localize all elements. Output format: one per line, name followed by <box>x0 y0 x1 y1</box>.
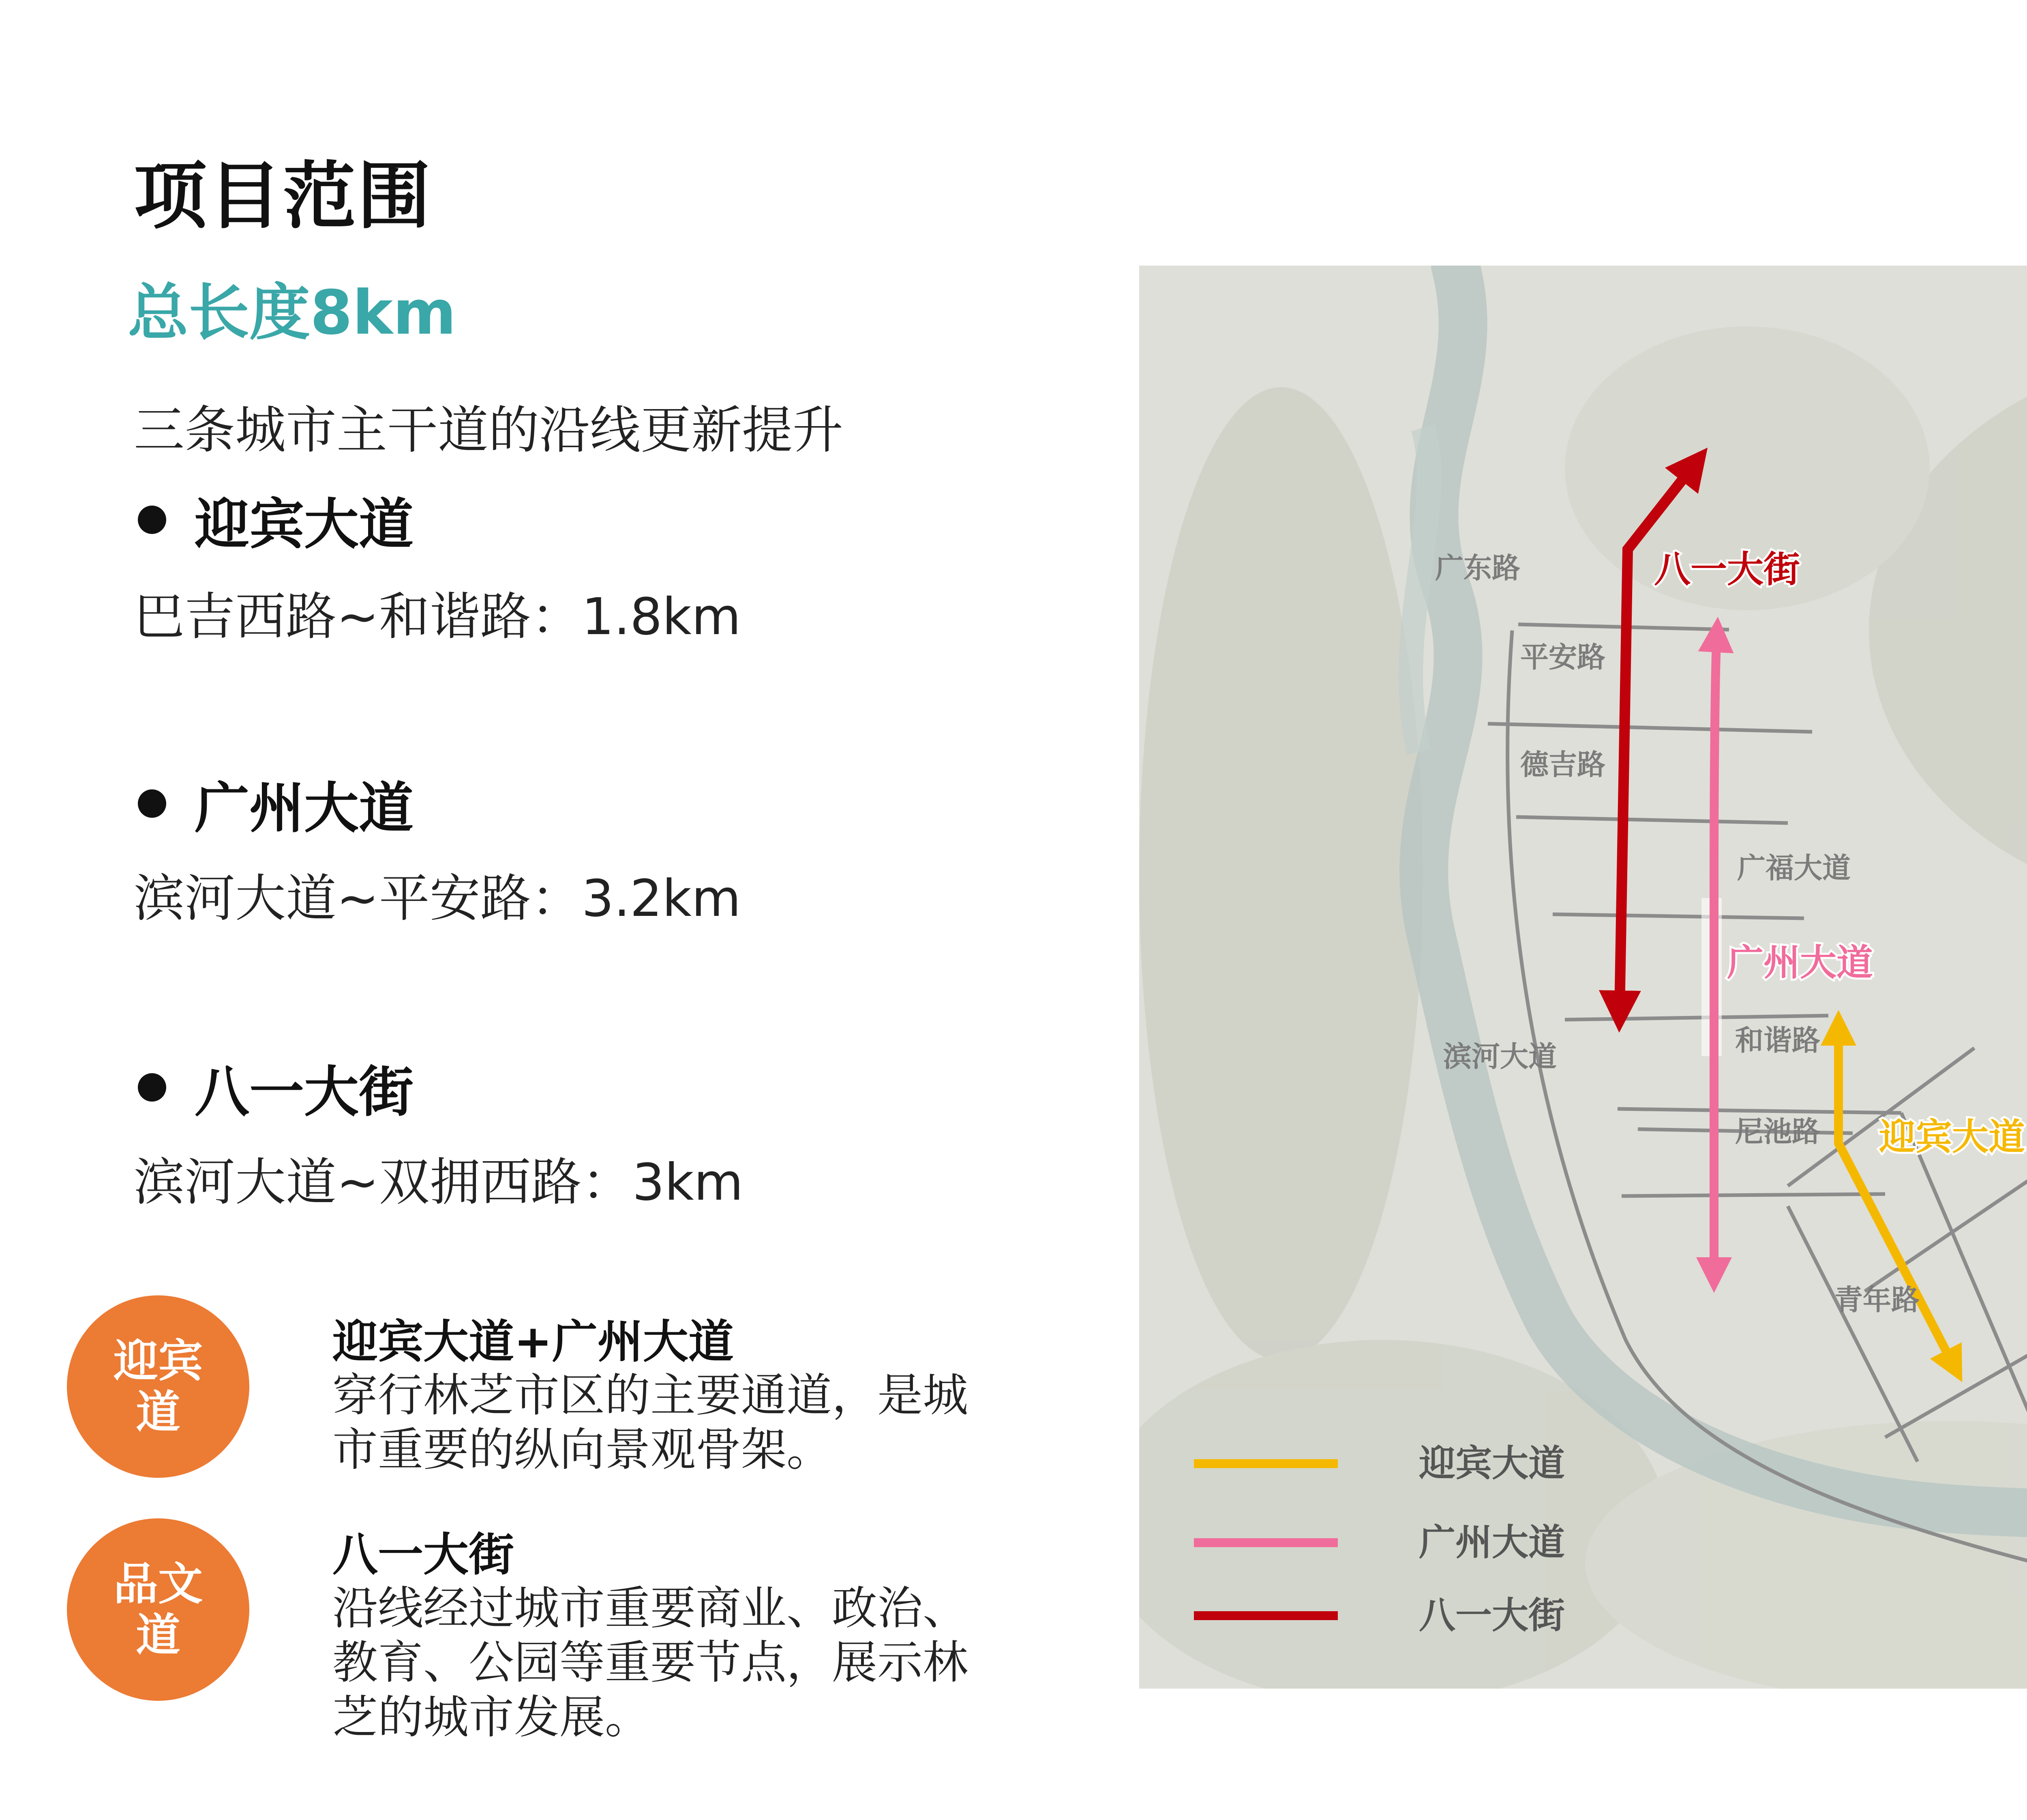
badge-line: 品文 <box>114 1558 203 1610</box>
badge-line: 迎宾 <box>114 1335 203 1387</box>
route-label-bayi: 八一大街 <box>1654 548 1800 591</box>
bullet-icon <box>138 1073 166 1102</box>
total-length-subtitle: 总长度8km <box>128 278 456 348</box>
legend-label: 广州大道 <box>1419 1521 1565 1564</box>
route-range-bayi: 滨河大道~双拥西路：3km <box>134 1153 744 1212</box>
street-label: 青年路 <box>1834 1283 1920 1316</box>
route-name: 迎宾大道 <box>195 493 414 556</box>
card-text-bayi: 沿线经过城市重要商业、政治、教育、公园等重要节点，展示林芝的城市发展。 <box>332 1582 968 1744</box>
badge-line: 道 <box>136 1609 180 1661</box>
badge-pinwen-dao <box>67 1518 249 1701</box>
route-name: 八一大街 <box>195 1060 414 1124</box>
legend-label: 八一大街 <box>1419 1594 1565 1637</box>
card-title-yingbin: 迎宾大道+广州大道 <box>332 1316 734 1368</box>
badge-line: 道 <box>136 1386 180 1438</box>
route-heading-guangzhou <box>138 764 414 843</box>
street-label: 滨河大道 <box>1443 1040 1557 1073</box>
page-title: 项目范围 <box>134 154 433 239</box>
route-heading-yingbin <box>138 480 414 559</box>
street-label: 尼池路 <box>1735 1115 1820 1148</box>
street-label: 平安路 <box>1520 641 1605 674</box>
map-svg <box>1139 266 2027 1689</box>
badge-yingbin-dao <box>67 1295 249 1478</box>
route-label-guangzhou: 广州大道 <box>1727 941 1873 984</box>
route-guangzhou <box>1714 635 1717 1275</box>
legend-label: 迎宾大道 <box>1419 1442 1565 1485</box>
intro-text: 三条城市主干道的沿线更新提升 <box>134 401 843 460</box>
bullet-icon <box>138 789 166 818</box>
card-text-yingbin: 穿行林芝市区的主要通道，是城市重要的纵向景观骨架。 <box>332 1369 968 1477</box>
route-label-yingbin: 迎宾大道 <box>1879 1116 2025 1158</box>
route-name: 广州大道 <box>195 776 414 840</box>
route-range-guangzhou: 滨河大道~平安路：3.2km <box>134 869 741 928</box>
map-panel <box>1139 266 2027 1689</box>
street-label: 和谐路 <box>1735 1024 1820 1057</box>
street-label: 德吉路 <box>1520 748 1605 781</box>
card-title-bayi: 八一大街 <box>332 1528 514 1581</box>
route-heading-bayi <box>138 1048 414 1127</box>
route-range-yingbin: 巴吉西路~和谐路：1.8km <box>134 587 741 646</box>
street-label: 广福大道 <box>1737 851 1851 885</box>
bullet-icon <box>138 506 166 534</box>
street-label: 广东路 <box>1435 551 1520 585</box>
